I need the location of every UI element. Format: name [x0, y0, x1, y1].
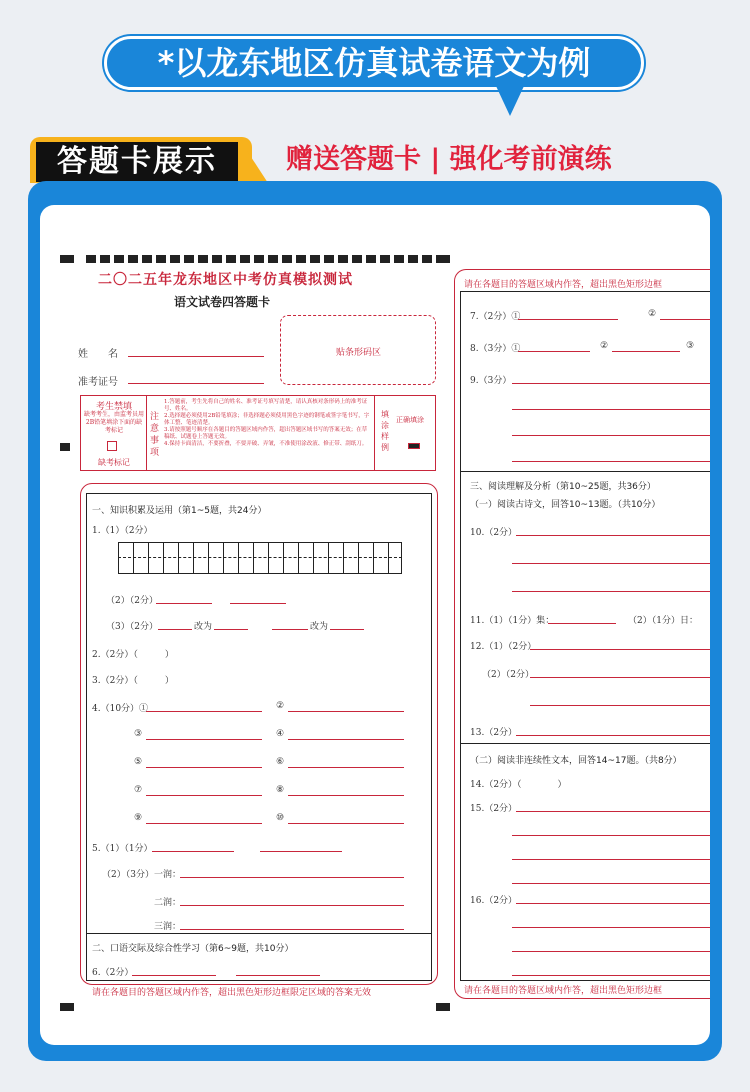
q14-label: 14.（2分）（ ）	[470, 780, 567, 790]
mark-9: ⑨	[134, 813, 143, 823]
card-title: 二〇二五年龙东地区中考仿真模拟测试	[98, 272, 353, 288]
name-line[interactable]	[128, 356, 264, 357]
q1-3-label: （3）（2分）	[106, 622, 158, 632]
answer-line[interactable]	[180, 877, 404, 878]
banner	[104, 36, 644, 90]
divider	[460, 471, 710, 472]
q1-2-label: （2）（2分）	[106, 596, 158, 606]
answer-line[interactable]	[330, 629, 364, 630]
answer-line[interactable]	[512, 461, 710, 462]
timing-marks	[86, 255, 436, 263]
corner-mark	[436, 1003, 450, 1011]
section-1-title: 一、知识积累及运用（第1~5题，共24分）	[92, 506, 267, 516]
absent-label: 缺考标记	[98, 458, 130, 467]
mark-2: ②	[276, 701, 285, 711]
q10-label: 10.（2分）	[470, 528, 518, 538]
tab-slant	[238, 137, 268, 183]
answer-line[interactable]	[516, 735, 710, 736]
q5-2-label: （2）（3分）一润：	[102, 870, 181, 880]
q1-label: 1.（1）（2分）	[92, 526, 153, 536]
mark-10: ⑩	[276, 813, 285, 823]
forbid-text: 缺考考生，由监考员用2B铅笔填涂下面的缺考标记	[84, 411, 145, 434]
answer-line[interactable]	[512, 883, 710, 884]
answer-line[interactable]	[512, 383, 710, 384]
answer-line[interactable]	[512, 859, 710, 860]
answer-line[interactable]	[288, 739, 404, 740]
answer-line[interactable]	[518, 319, 618, 320]
divider	[460, 743, 710, 744]
q8-mark-3: ③	[686, 341, 695, 351]
q11-label: 11.（1）（1分）集：	[470, 616, 555, 626]
right-footer-note: 请在各题目的答题区域内作答，超出黑色矩形边框	[464, 986, 663, 996]
forbid-title: 考生禁填	[95, 402, 132, 412]
divider	[374, 395, 375, 471]
answer-line[interactable]	[512, 563, 710, 564]
mark-5: ⑤	[134, 757, 143, 767]
run2-label: 二润：	[154, 898, 182, 908]
answer-line[interactable]	[146, 739, 262, 740]
promo-text: 赠送答题卡 | 强化考前演练	[286, 144, 612, 175]
answer-line[interactable]	[132, 975, 216, 976]
q7-label: 7.（2分）①	[470, 312, 521, 322]
section-3-2-title: （二）阅读非连续性文本，回答14~17题。（共8分）	[470, 756, 682, 766]
answer-line[interactable]	[660, 319, 710, 320]
name-label: 姓 名	[78, 349, 118, 360]
id-label: 准考证号	[78, 377, 118, 388]
answer-line[interactable]	[272, 629, 308, 630]
answer-line[interactable]	[512, 409, 710, 410]
answer-line[interactable]	[612, 351, 680, 352]
answer-line[interactable]	[288, 823, 404, 824]
answer-line[interactable]	[158, 629, 192, 630]
answer-card	[40, 205, 710, 1045]
corner-mark	[60, 1003, 74, 1011]
grid-midline	[118, 557, 402, 558]
answer-line[interactable]	[230, 603, 286, 604]
q3-label: 3.（2分）（ ）	[92, 676, 174, 686]
absent-checkbox[interactable]	[107, 441, 117, 451]
corner-mark	[436, 255, 450, 263]
answer-line[interactable]	[288, 795, 404, 796]
answer-line[interactable]	[146, 823, 262, 824]
tab-label: 答题卡展示	[36, 142, 238, 182]
answer-line[interactable]	[214, 629, 248, 630]
answer-line[interactable]	[548, 623, 616, 624]
answer-line[interactable]	[236, 975, 320, 976]
answer-line[interactable]	[512, 975, 710, 976]
answer-line[interactable]	[260, 851, 342, 852]
corner-mark	[60, 255, 74, 263]
q6-label: 6.（2分）	[92, 968, 134, 978]
mark-6: ⑥	[276, 757, 285, 767]
q13-label: 13.（2分）	[470, 728, 518, 738]
divider	[86, 933, 432, 934]
answer-line[interactable]	[180, 905, 404, 906]
answer-line[interactable]	[516, 535, 710, 536]
answer-line[interactable]	[152, 851, 234, 852]
q8-label: 8.（3分）①	[470, 344, 521, 354]
notice-item: 2.选择题必须使用2B铅笔填涂；非选择题必须使用黑色字迹的钢笔或签字笔书写，字体工整、笔迹清楚。	[164, 413, 370, 426]
answer-box-right	[460, 291, 710, 981]
answer-line[interactable]	[512, 435, 710, 436]
notice-item: 1.答题前，考生先将自己的姓名、准考证号填写清楚，请认真核对条形码上的准考证号、姓名。	[164, 399, 368, 412]
mark-4: ④	[276, 729, 285, 739]
q12-2-label: （2）（2分）	[482, 670, 534, 680]
mark-8: ⑧	[276, 785, 285, 795]
fill-label: 填涂样例	[381, 410, 389, 452]
q15-label: 15.（2分）	[470, 804, 518, 814]
q7-mark-2: ②	[648, 309, 657, 319]
right-top-note: 请在各题目的答题区域内作答，超出黑色矩形边框	[464, 280, 663, 290]
answer-line[interactable]	[516, 903, 710, 904]
answer-line[interactable]	[288, 711, 404, 712]
answer-line[interactable]	[288, 767, 404, 768]
answer-line[interactable]	[530, 677, 710, 678]
section-3-title: 三、阅读理解及分析（第10~25题，共36分）	[470, 482, 656, 492]
banner-tail	[496, 86, 524, 116]
answer-line[interactable]	[156, 603, 212, 604]
notice-text	[164, 399, 370, 448]
q16-label: 16.（2分）	[470, 896, 518, 906]
q12-label: 12.（1）（2分）	[470, 642, 537, 652]
banner-text: *以龙东地区仿真试卷语文为例	[157, 44, 591, 82]
footer-note: 请在各题目的答题区域内作答，超出黑色矩形边框限定区域的答案无效	[92, 988, 372, 998]
q4-label: 4.（10分）①	[92, 704, 149, 714]
section-2-title: 二、口语交际及综合性学习（第6~9题，共10分）	[92, 944, 294, 954]
answer-line[interactable]	[512, 951, 710, 952]
q2-label: 2.（2分）（ ）	[92, 650, 174, 660]
answer-line[interactable]	[512, 835, 710, 836]
q8-mark-2: ②	[600, 341, 609, 351]
answer-line[interactable]	[146, 767, 262, 768]
run3-label: 三润：	[154, 922, 182, 932]
q11-2-label: （2）（1分）日：	[628, 616, 698, 626]
fill-sample	[408, 443, 420, 449]
q9-label: 9.（3分）	[470, 376, 512, 386]
q5-label: 5.（1）（1分）	[92, 844, 153, 854]
answer-line[interactable]	[512, 927, 710, 928]
barcode-label: 贴条形码区	[336, 348, 382, 358]
mark-3: ③	[134, 729, 143, 739]
answer-line[interactable]	[518, 351, 590, 352]
divider	[146, 395, 147, 471]
mark-7: ⑦	[134, 785, 143, 795]
answer-line[interactable]	[530, 705, 710, 706]
fill-correct-label: 正确填涂	[396, 416, 424, 424]
answer-line[interactable]	[146, 711, 262, 712]
answer-line[interactable]	[530, 649, 710, 650]
card-subtitle: 语文试卷四答题卡	[174, 295, 271, 309]
side-mark	[60, 443, 70, 451]
notice-label: 注意事项	[150, 412, 160, 458]
answer-line[interactable]	[146, 795, 262, 796]
notice-item: 3.请按照题号顺序在各题目的答题区域内作答，超出答题区域书写的答案无效；在草稿纸、试题卷上答题无效。	[164, 427, 368, 440]
section-3-1-title: （一）阅读古诗文，回答10~13题。（共10分）	[470, 500, 661, 510]
notice-item: 4.保持卡面清洁，不要折叠，不要弄破、弄皱，不准使用涂改液、修正带、刮纸刀。	[164, 441, 368, 447]
answer-line[interactable]	[180, 929, 404, 930]
gai-label: 改为	[310, 622, 329, 632]
writing-grid[interactable]	[118, 542, 402, 574]
answer-line[interactable]	[516, 811, 710, 812]
answer-line[interactable]	[512, 591, 710, 592]
gai-label: 改为	[194, 622, 213, 632]
id-line[interactable]	[128, 383, 264, 384]
